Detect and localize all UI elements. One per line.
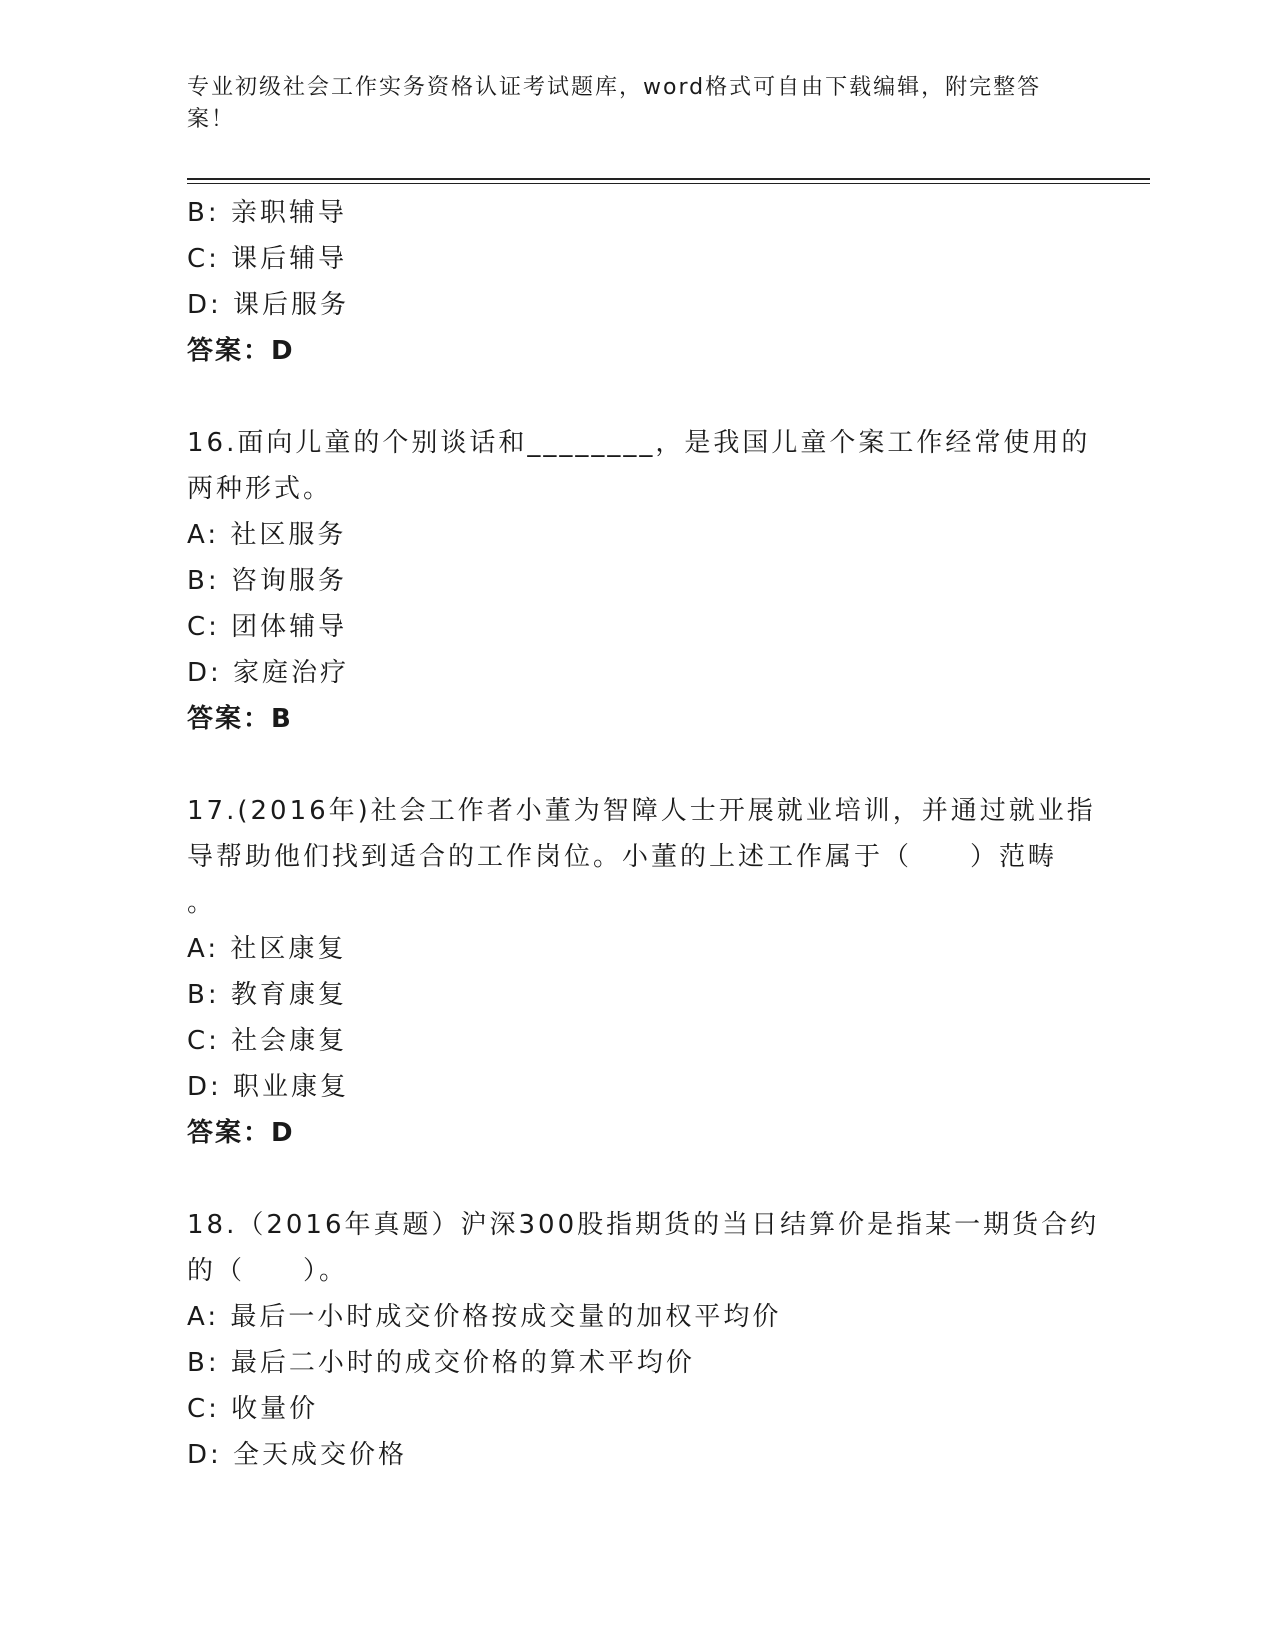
answer: 答案：B bbox=[187, 704, 293, 734]
option-c: C: 收量价 bbox=[187, 1394, 319, 1424]
option-d: D: 职业康复 bbox=[187, 1072, 350, 1102]
option-b: B: 最后二小时的成交价格的算术平均价 bbox=[187, 1348, 695, 1378]
option-a: A: 社区康复 bbox=[187, 934, 347, 964]
question-15-tail bbox=[187, 190, 1087, 374]
question-stem: 18.（2016年真题）沪深300股指期货的当日结算价是指某一期货合约 bbox=[187, 1210, 1100, 1240]
question-stem-cont: 。 bbox=[187, 888, 217, 918]
answer: 答案：D bbox=[187, 1118, 295, 1148]
option-d: D: 全天成交价格 bbox=[187, 1440, 408, 1470]
option-d: D: 家庭治疗 bbox=[187, 658, 350, 688]
header-divider bbox=[187, 178, 1150, 180]
question-stem-cont: 导帮助他们找到适合的工作岗位。小董的上述工作属于（ ）范畴 bbox=[187, 842, 1058, 872]
answer: 答案：D bbox=[187, 336, 295, 366]
question-stem-cont: 两种形式。 bbox=[187, 474, 333, 504]
option-c: C: 社会康复 bbox=[187, 1026, 348, 1056]
option-c: C: 团体辅导 bbox=[187, 612, 348, 642]
question-stem: 17.(2016年)社会工作者小董为智障人士开展就业培训，并通过就业指 bbox=[187, 796, 1096, 826]
question-stem: 16.面向儿童的个别谈话和________，是我国儿童个案工作经常使用的 bbox=[187, 428, 1091, 458]
page-header: 专业初级社会工作实务资格认证考试题库，word格式可自由下载编辑，附完整答案！ bbox=[187, 75, 1042, 132]
question-stem-cont: 的（ ）。 bbox=[187, 1256, 349, 1286]
option-a: A: 最后一小时成交价格按成交量的加权平均价 bbox=[187, 1302, 782, 1332]
option-d: D: 课后服务 bbox=[187, 290, 350, 320]
question-list bbox=[187, 190, 1100, 1478]
option-a: A: 社区服务 bbox=[187, 520, 347, 550]
option-c: C: 课后辅导 bbox=[187, 244, 348, 274]
header-divider-thin bbox=[187, 183, 1150, 184]
option-b: B: 教育康复 bbox=[187, 980, 347, 1010]
option-b: B: 亲职辅导 bbox=[187, 198, 347, 228]
question-16 bbox=[187, 420, 1091, 742]
option-b: B: 咨询服务 bbox=[187, 566, 347, 596]
question-17 bbox=[187, 788, 1096, 1156]
question-18 bbox=[187, 1202, 1100, 1478]
